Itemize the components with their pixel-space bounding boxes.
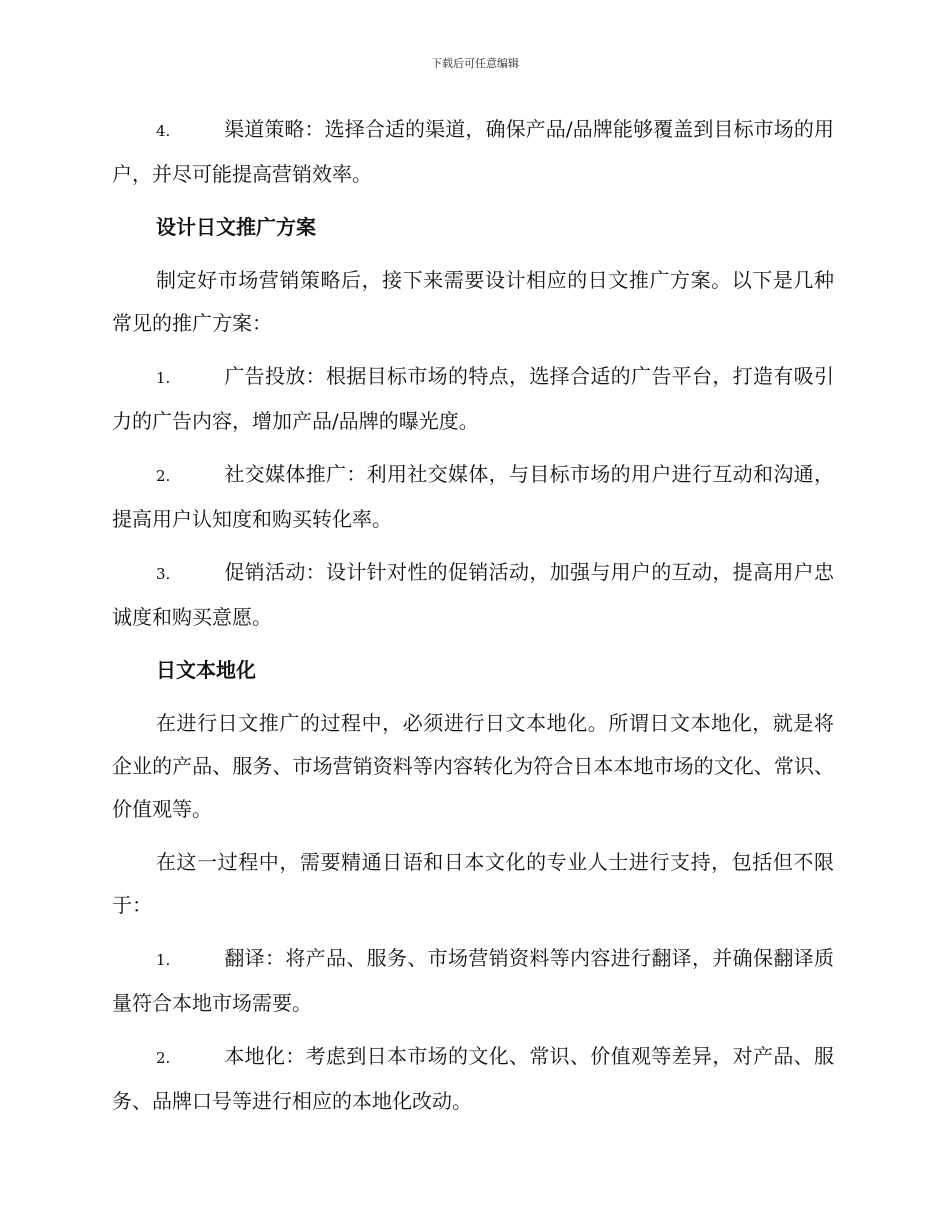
list-item <box>112 453 834 541</box>
list-number: 2. <box>156 1049 171 1067</box>
list-item-text: 社交媒体推广：利用社交媒体，与目标市场的用户进行互动和沟通，提高用户认知度和购买转化率。 <box>112 462 834 531</box>
list-number: 3. <box>156 565 171 583</box>
list-item-text: 促销活动：设计针对性的促销活动，加强与用户的互动，提高用户忠诚度和购买意愿。 <box>112 560 834 629</box>
list-number: 2. <box>156 467 171 485</box>
list-number: 1. <box>156 951 171 969</box>
document-body <box>112 108 834 1133</box>
paragraph: 制定好市场营销策略后，接下来需要设计相应的日文推广方案。以下是几种常见的推广方案： <box>112 268 834 335</box>
page-header: 下载后可任意编辑 <box>431 57 519 70</box>
list-item-text: 翻译：将产品、服务、市场营销资料等内容进行翻译，并确保翻译质量符合本地市场需要。 <box>112 946 834 1015</box>
section-heading: 日文本地化 <box>156 658 256 682</box>
paragraph: 在进行日文推广的过程中，必须进行日文本地化。所谓日文本地化，就是将企业的产品、服务、市场营销资料等内容转化为符合日本本地市场的文化、常识、价值观等。 <box>112 711 834 821</box>
list-item-text: 广告投放：根据目标市场的特点，选择合适的广告平台，打造有吸引力的广告内容，增加产品/品牌的曝光度。 <box>112 364 834 433</box>
paragraph: 在这一过程中，需要精通日语和日本文化的专业人士进行支持，包括但不限于： <box>112 850 834 917</box>
list-item <box>112 1035 834 1123</box>
list-item <box>112 937 834 1025</box>
section-heading: 设计日文推广方案 <box>156 215 316 239</box>
list-item <box>112 355 834 443</box>
list-number: 1. <box>156 369 171 387</box>
list-item-text: 本地化：考虑到日本市场的文化、常识、价值观等差异，对产品、服务、品牌口号等进行相应的本地化改动。 <box>112 1044 834 1113</box>
list-item <box>112 108 834 196</box>
list-number: 4. <box>156 122 171 140</box>
list-item-text: 渠道策略：选择合适的渠道，确保产品/品牌能够覆盖到目标市场的用户，并尽可能提高营销效率。 <box>112 117 834 186</box>
list-item <box>112 551 834 639</box>
